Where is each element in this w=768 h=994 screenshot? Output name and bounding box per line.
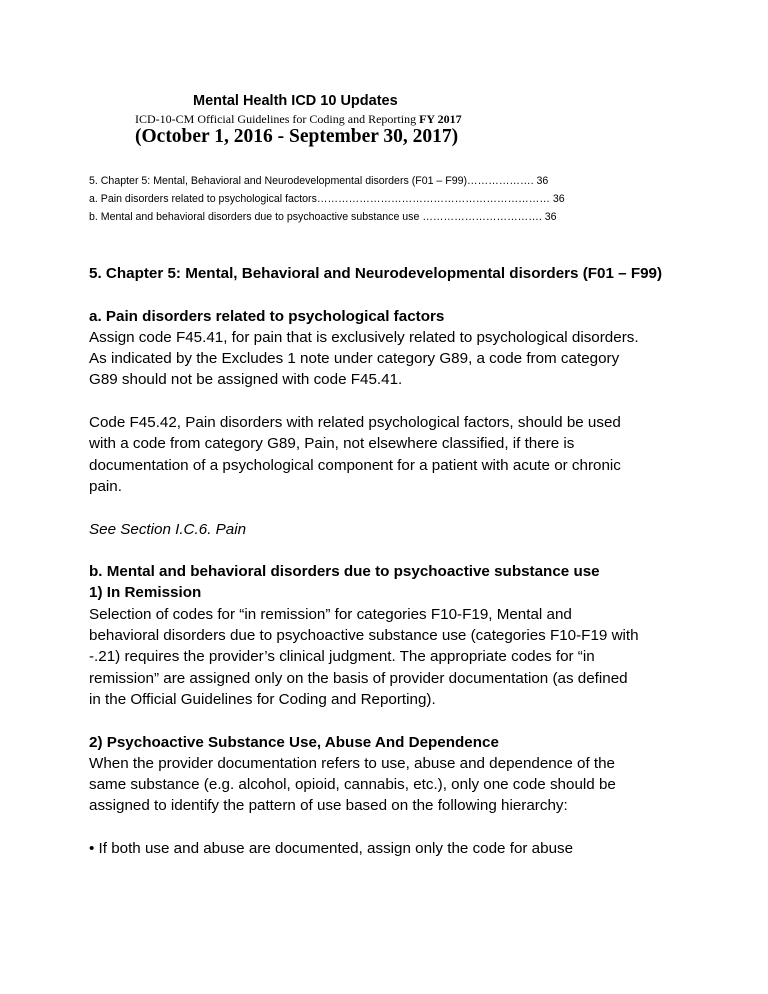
paragraph-line: remission” are assigned only on the basis of provider documentation (as defined <box>89 669 628 687</box>
subtitle-fiscal-year: FY 2017 <box>419 112 462 126</box>
subsection-substance-use-heading: 2) Psychoactive Substance Use, Abuse And Dependence <box>89 733 499 751</box>
paragraph-line: pain. <box>89 477 122 495</box>
paragraph-line: in the Official Guidelines for Coding and Reporting). <box>89 690 436 708</box>
table-of-contents <box>89 172 689 226</box>
paragraph-line: When the provider documentation refers to use, abuse and dependence of the <box>89 754 616 772</box>
chapter-heading: 5. Chapter 5: Mental, Behavioral and Neurodevelopmental disorders (F01 – F99) <box>89 265 663 282</box>
paragraph-line: with a code from category G89, Pain, not elsewhere classified, if there is <box>89 435 575 453</box>
bullet-item: • If both use and abuse are documented, assign only the code for abuse <box>89 840 574 858</box>
subsection-in-remission-heading: 1) In Remission <box>89 584 202 602</box>
paragraph-line: same substance (e.g. alcohol, opioid, cannabis, etc.), only one code should be <box>89 776 616 794</box>
paragraph-line: Selection of codes for “in remission” for categories F10-F19, Mental and <box>89 605 572 623</box>
toc-entry-section-b: b. Mental and behavioral disorders due to psychoactive substance use ……………………………. 36 <box>89 211 557 223</box>
section-a-heading: a. Pain disorders related to psychological factors <box>89 307 445 325</box>
document-body <box>89 263 689 859</box>
paragraph-line: Assign code F45.41, for pain that is exclusively related to psychological disorders. <box>89 328 639 346</box>
paragraph-line: documentation of a psychological component for a patient with acute or chronic <box>89 456 621 474</box>
section-b-heading: b. Mental and behavioral disorders due to psychoactive substance use <box>89 563 600 581</box>
paragraph-line: -.21) requires the provider’s clinical judgment. The appropriate codes for “in <box>89 648 595 666</box>
paragraph-line: As indicated by the Excludes 1 note under category G89, a code from category <box>89 350 620 368</box>
see-also-reference: See Section I.C.6. Pain <box>89 520 247 538</box>
toc-entry-section-a: a. Pain disorders related to psychological factors………………………………………………………… 36 <box>89 193 565 205</box>
toc-entry-chapter-5: 5. Chapter 5: Mental, Behavioral and Neurodevelopmental disorders (F01 – F99)………………. 36 <box>89 175 549 187</box>
paragraph-line: G89 should not be assigned with code F45.41. <box>89 371 403 389</box>
paragraph-line: assigned to identify the pattern of use based on the following hierarchy: <box>89 797 568 815</box>
document-date-range: (October 1, 2016 - September 30, 2017) <box>135 126 459 147</box>
paragraph-line: Code F45.42, Pain disorders with related psychological factors, should be used <box>89 414 621 432</box>
subtitle-text: ICD-10-CM Official Guidelines for Coding and Reporting <box>135 112 420 126</box>
document-subtitle <box>135 112 462 127</box>
document-title: Mental Health ICD 10 Updates <box>193 93 398 109</box>
paragraph-line: behavioral disorders due to psychoactive substance use (categories F10-F19 with <box>89 627 639 645</box>
